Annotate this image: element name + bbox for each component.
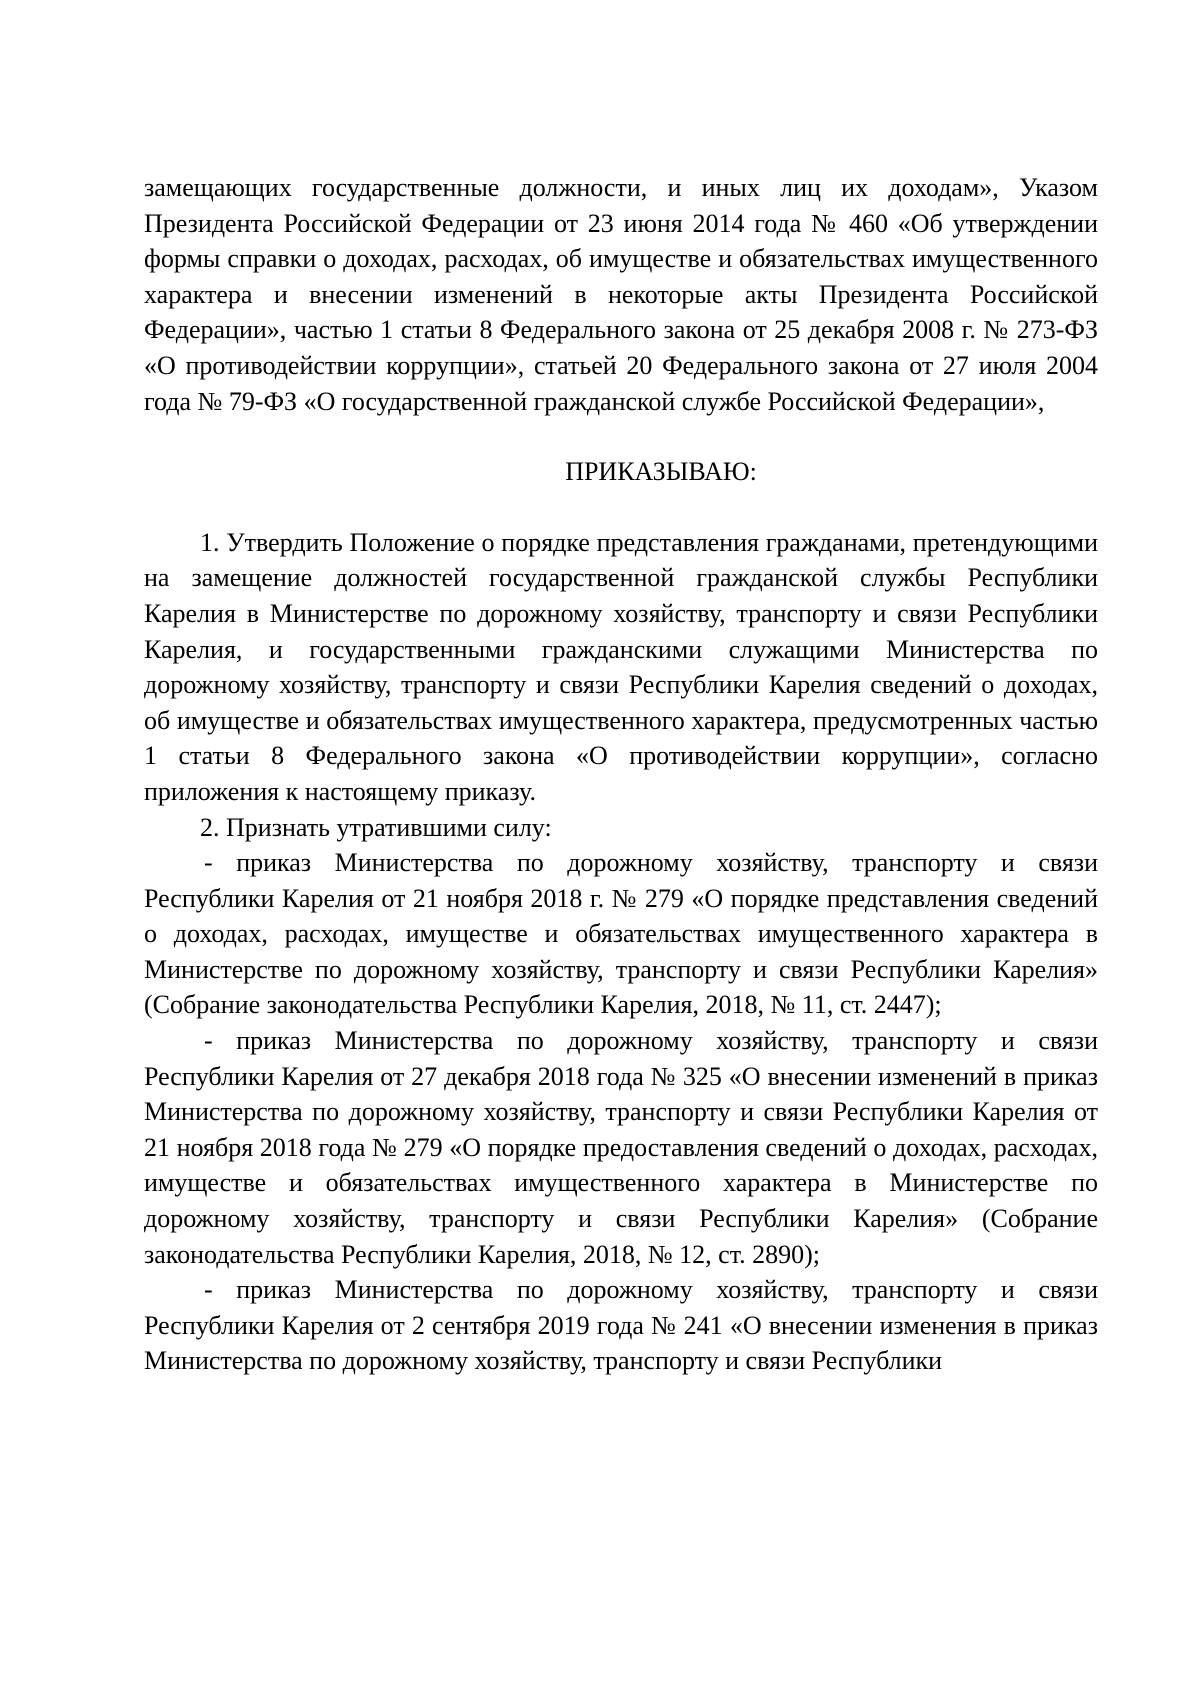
sub-item-3-paragraph: - приказ Министерства по дорожному хозяйству, транспорту и связи Республики Карелия от 2 сентября 2019 года № 241 «О внесении изменения в приказ Министерства по дорожному хозяйству, транспорту и связи Республики [144, 1275, 1098, 1376]
order-title: ПРИКАЗЫВАЮ: [565, 457, 757, 487]
sub-item-1-paragraph: - приказ Министерства по дорожному хозяйству, транспорту и связи Республики Карелия от 21 ноября 2018 г. № 279 «О порядке представления сведений о доходах, расходах, имуществе и обязательствах имущественного характера в Министерстве по дорожному хозяйству, транспорту и связи Республики Карелия» (Собрание законодательства Республики Карелия, 2018, № 11, ст. 2447); [144, 848, 1098, 1020]
item-2-paragraph: 2. Признать утратившими силу: [200, 812, 552, 842]
preamble-paragraph: замещающих государственные должности, и иных лиц их доходам», Указом Президента Российской Федерации от 23 июня 2014 года № 460 «Об утверждении формы справки о доходах, расходах, об имуществе и обязательствах имущественного характера и внесении изменений в некоторые акты Президента Российской Федерации», частью 1 статьи 8 Федерального закона от 25 декабря 2008 г. № 273-ФЗ «О противодействии коррупции», статьей 20 Федерального закона от 27 июля 2004 года № 79-ФЗ «О государственной гражданской службе Российской Федерации», [144, 173, 1098, 416]
document-body [144, 170, 1098, 1379]
sub-item-2-paragraph: - приказ Министерства по дорожному хозяйству, транспорту и связи Республики Карелия от 27 декабря 2018 года № 325 «О внесении изменений в приказ Министерства по дорожному хозяйству, транспорту и связи Республики Карелия от 21 ноября 2018 года № 279 «О порядке предоставления сведений о доходах, расходах, имуществе и обязательствах имущественного характера в Министерстве по дорожному хозяйству, транспорту и связи Республики Карелия» (Собрание законодательства Республики Карелия, 2018, № 12, ст. 2890); [144, 1026, 1098, 1269]
item-1-paragraph: 1. Утвердить Положение о порядке представления гражданами, претендующими на замещение должностей государственной гражданской службы Республики Карелия в Министерстве по дорожному хозяйству, транспорту и связи Республики Карелия, и государственными гражданскими служащими Министерства по дорожному хозяйству, транспорту и связи Республики Карелия сведений о доходах, об имуществе и обязательствах имущественного характера, предусмотренных частью 1 статьи 8 Федерального закона «О противодействии коррупции», согласно приложения к настоящему приказу. [144, 527, 1098, 806]
